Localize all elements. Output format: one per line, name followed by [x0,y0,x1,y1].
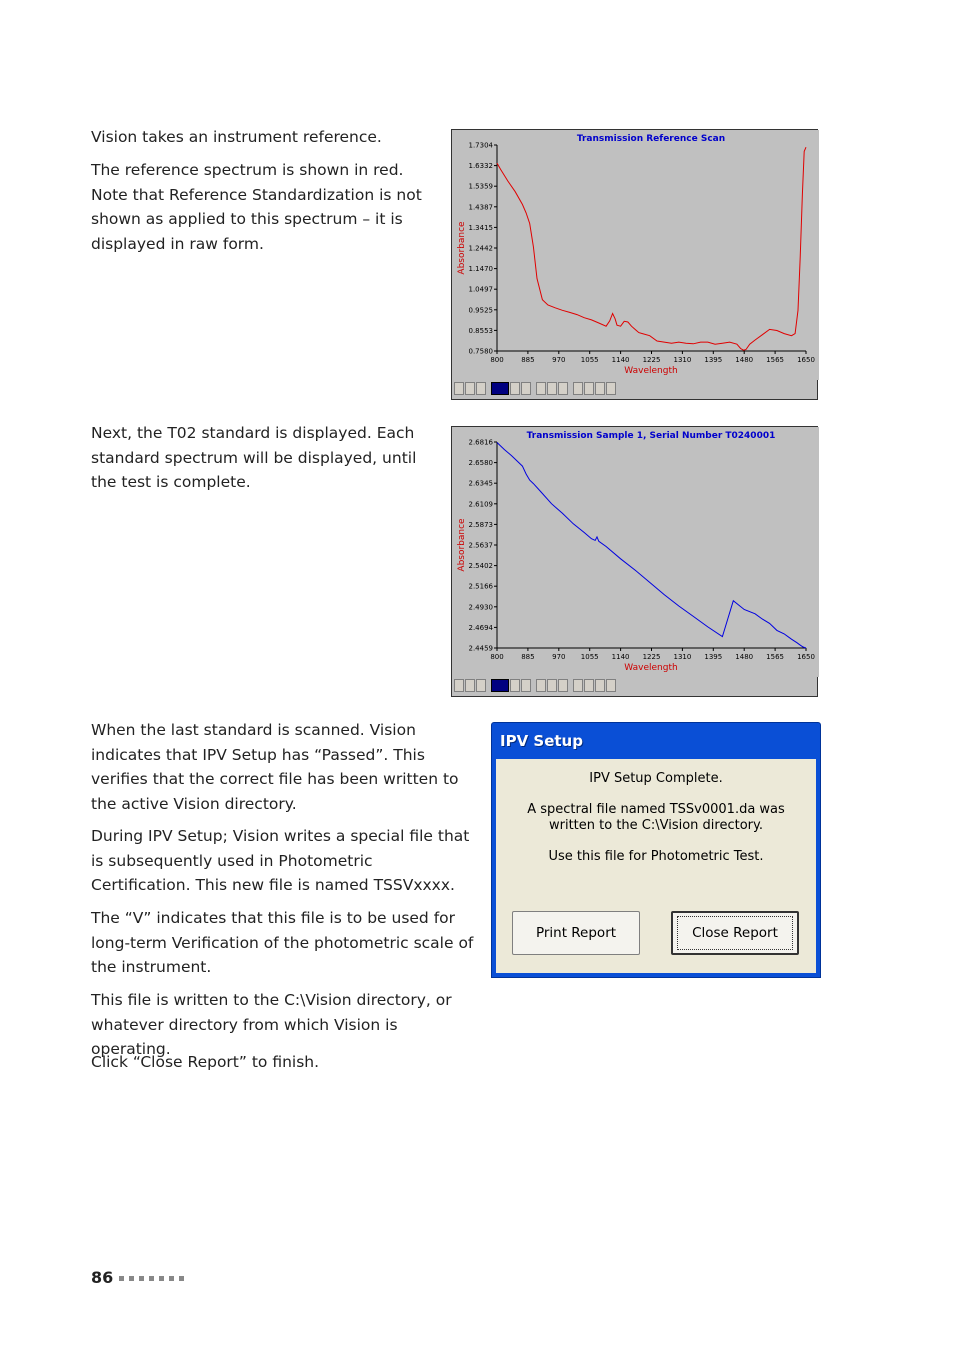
sample-plot [452,427,819,677]
x-tick-label: 800 [490,356,504,364]
y-tick-label: 2.4930 [468,603,493,612]
x-tick-label: 1140 [611,356,630,364]
paragraph-v-verification: The “V” indicates that this file is to be used for long-term Verification of the photometric scale of the instrument. [91,909,474,976]
measure-icon[interactable] [606,679,616,692]
x-tick-label: 1565 [766,653,785,661]
pen-icon[interactable] [536,679,546,692]
x-tick-label: 1395 [704,356,723,364]
color-icon[interactable] [491,679,509,692]
x-tick-label: 885 [521,356,535,364]
x-tick-label: 970 [552,356,566,364]
plot-background [452,130,819,380]
print-report-button[interactable] [512,911,640,955]
y-tick-label: 2.5166 [468,582,493,591]
chart-title: Transmission Sample 1, Serial Number T0240001 [526,431,776,441]
x-tick-label: 800 [490,653,504,661]
x-tick-label: 1310 [673,653,692,661]
camera-icon[interactable] [454,382,464,395]
cursor-icon[interactable] [584,382,594,395]
x-tick-label: 1310 [673,356,692,364]
search-icon[interactable] [595,382,605,395]
reference-scan-chart [451,129,818,400]
y-tick-label: 2.6345 [468,479,493,488]
y-tick-label: 1.1470 [468,265,493,274]
dialog-file-text: A spectral file named TSSv0001.da was [527,802,785,817]
page-number: 86 [91,1268,114,1287]
y-tick-label: 1.5359 [468,182,493,191]
paragraph-reference-spectrum: The reference spectrum is shown in red. Note that Reference Standardization is not shown as applied to this spectrum – it is displayed in raw form. [91,161,422,253]
snowflake-icon[interactable] [465,382,475,395]
reference-scan-plot [452,130,819,380]
y-axis-label: Absorbance [457,221,467,275]
dialog-title: IPV Setup [500,732,583,750]
y-tick-label: 1.0497 [468,285,493,294]
x-tick-label: 1565 [766,356,785,364]
x-axis-label: Wavelength [624,663,678,673]
cursor-icon[interactable] [584,679,594,692]
arrow-up-down-icon[interactable] [510,679,520,692]
x-tick-label: 1395 [704,653,723,661]
list-icon[interactable] [558,679,568,692]
x-tick-label: 1055 [580,653,599,661]
paragraph-ipv-passed: When the last standard is scanned. Vision indicates that IPV Setup has “Passed”. This verifies that the correct file has been written to the active Vision directory. [91,721,459,813]
x-tick-label: 1650 [797,356,815,364]
page-icon[interactable] [521,679,531,692]
x-axis-label: Wavelength [624,366,678,376]
chart-title: Transmission Reference Scan [576,134,726,144]
search-icon[interactable] [595,679,605,692]
x-tick-label: 1480 [735,653,754,661]
x-tick-label: 1225 [642,356,661,364]
paragraph-file-directory: This file is written to the C:\Vision directory, or whatever directory from which Vision is operating. [91,991,452,1058]
y-axis-label: Absorbance [457,518,467,572]
dialog-body [496,759,816,973]
y-tick-label: 2.4694 [468,623,493,632]
y-tick-label: 0.7580 [468,347,493,356]
paragraph-instrument-reference: Vision takes an instrument reference. [91,128,382,146]
y-tick-label: 1.4387 [468,203,493,212]
x-tick-label: 1140 [611,653,630,661]
x-tick-label: 1480 [735,356,754,364]
close-report-button[interactable] [671,911,799,955]
y-tick-label: 2.5637 [468,541,493,550]
y-tick-label: 1.7304 [468,141,493,150]
list-icon[interactable] [558,382,568,395]
x-tick-label: 1650 [797,653,815,661]
chart-toolbar [454,382,654,397]
y-tick-label: 1.2442 [468,244,493,253]
chart-toolbar [454,679,654,694]
close-report-label: Close Report [677,916,793,950]
paragraph-close-report: Click “Close Report” to finish. [91,1053,320,1071]
paragraph-t02-standard: Next, the T02 standard is displayed. Each standard spectrum will be displayed, until the test is complete. [91,424,417,491]
zoom-icon[interactable] [573,679,583,692]
arrow-up-down-icon[interactable] [510,382,520,395]
zoom-icon[interactable] [573,382,583,395]
x-tick-label: 1055 [580,356,599,364]
footer-dots [119,1276,184,1282]
printer-icon[interactable] [476,679,486,692]
sample-chart [451,426,818,697]
y-tick-label: 0.8553 [468,326,493,335]
y-tick-label: 0.9525 [468,306,493,315]
y-tick-label: 2.5402 [468,562,493,571]
color-icon[interactable] [491,382,509,395]
x-tick-label: 970 [552,653,566,661]
page-icon[interactable] [521,382,531,395]
grid-icon[interactable] [547,679,557,692]
y-tick-label: 2.6109 [468,500,493,509]
pen-icon[interactable] [536,382,546,395]
camera-icon[interactable] [454,679,464,692]
y-tick-label: 1.6332 [468,162,493,171]
plot-background [452,427,819,677]
y-tick-label: 2.4459 [468,644,493,653]
y-tick-label: 2.6816 [468,438,493,447]
paragraph-special-file: During IPV Setup; Vision writes a special file that is subsequently used in Photometric Certification. This new file is named TSSVxxxx. [91,827,470,894]
print-report-label: Print Report [535,925,617,941]
dialog-directory-text: written to the C:\Vision directory. [548,818,763,833]
snowflake-icon[interactable] [465,679,475,692]
measure-icon[interactable] [606,382,616,395]
dialog-complete-text: IPV Setup Complete. [589,771,723,786]
y-tick-label: 2.5873 [468,520,493,529]
y-tick-label: 1.3415 [468,223,493,232]
y-tick-label: 2.6580 [468,459,493,468]
printer-icon[interactable] [476,382,486,395]
ipv-setup-dialog [491,722,821,978]
x-tick-label: 1225 [642,653,661,661]
grid-icon[interactable] [547,382,557,395]
x-tick-label: 885 [521,653,535,661]
dialog-usage-text: Use this file for Photometric Test. [548,849,764,864]
